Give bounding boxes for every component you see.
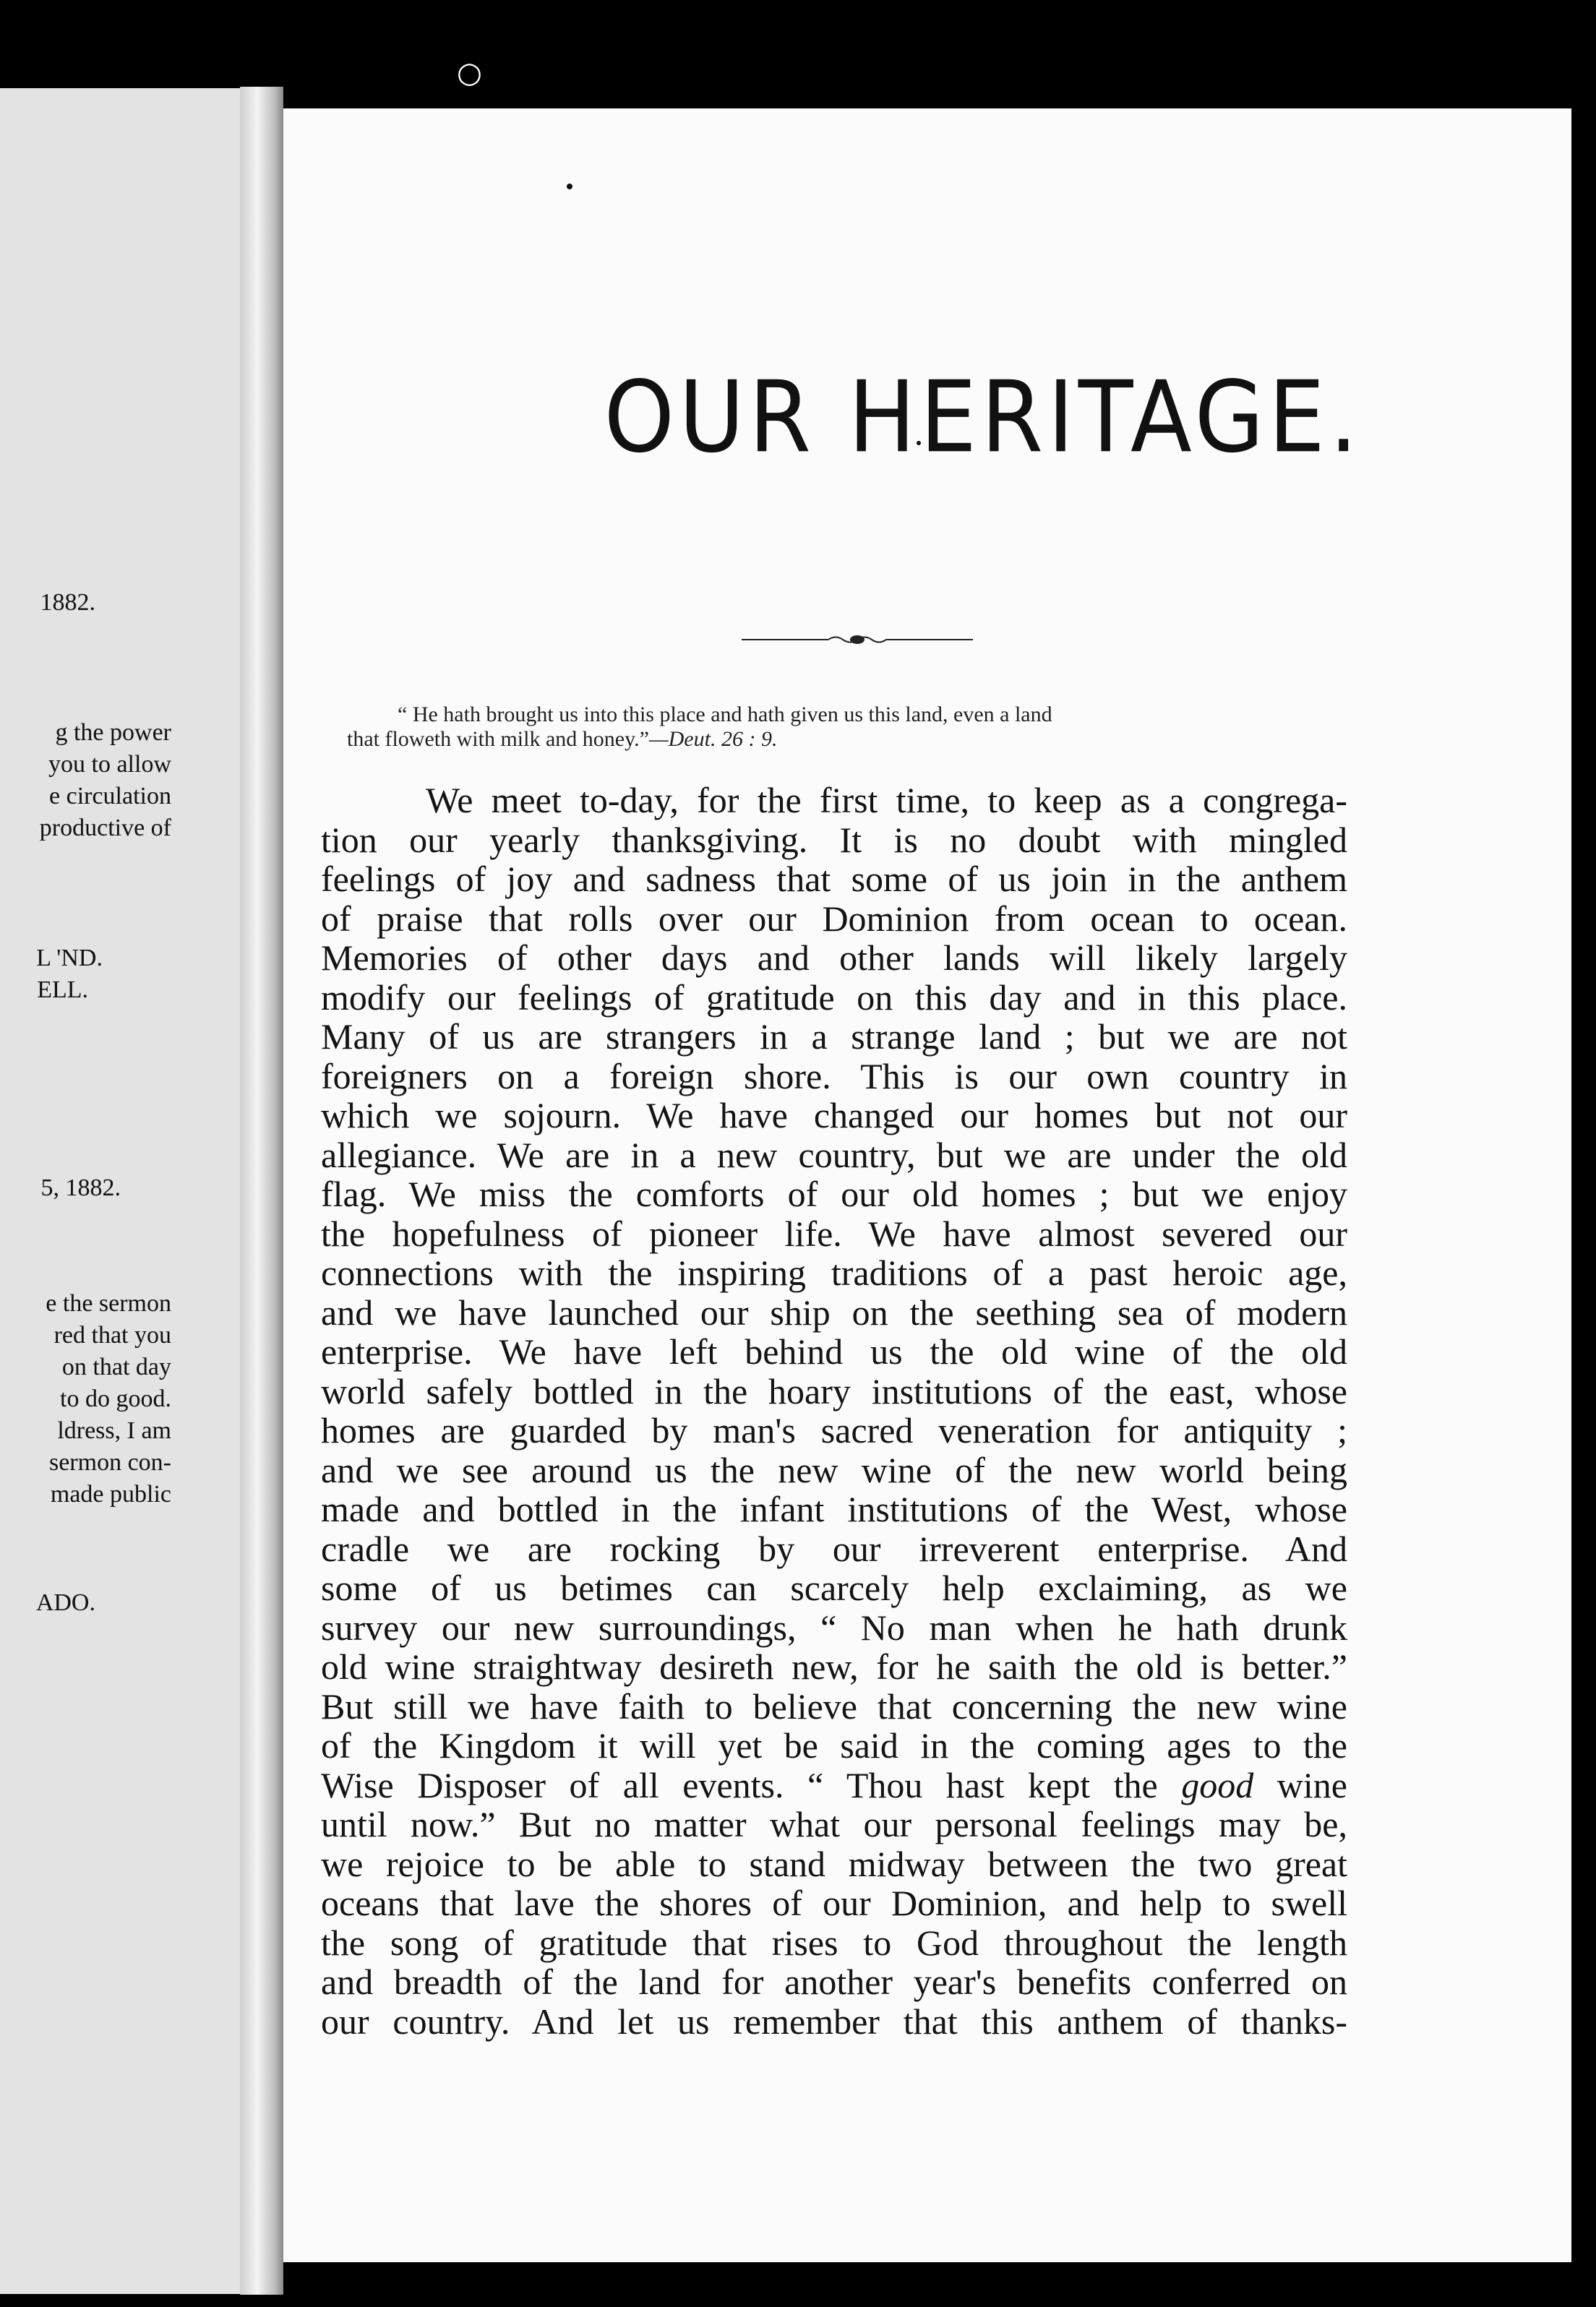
- left-page-line: ELL.: [37, 976, 88, 1003]
- epigraph-reference: —Deut. 26 : 9.: [648, 727, 778, 751]
- body-line: old wine straightway desireth new, for he saith the old is better.”: [321, 1646, 1347, 1687]
- left-page-line: e circulation: [49, 783, 171, 809]
- left-page-line: L 'ND.: [36, 945, 103, 971]
- body-line: and breadth of the land for another year's benefits conferred on: [321, 1962, 1347, 2002]
- body-line: foreigners on a foreign shore. This is our own country in: [321, 1055, 1347, 1096]
- body-line: Many of us are strangers in a strange land ; but we are not: [321, 1016, 1347, 1057]
- body-line: the song of gratitude that rises to God throughout the length: [321, 1922, 1347, 1963]
- left-page-line: 5, 1882.: [40, 1174, 121, 1201]
- left-page-line: productive of: [39, 815, 171, 841]
- body-line: until now.” But no matter what our personal feelings may be,: [321, 1804, 1347, 1844]
- page-title: OUR HERITAGE.: [604, 360, 1363, 476]
- left-page-line: ldress, I am: [57, 1417, 171, 1444]
- body-line: Memories of other days and other lands will likely largely: [321, 937, 1347, 978]
- left-page-line: e the sermon: [46, 1290, 171, 1317]
- body-line: modify our feelings of gratitude on this day and in this place.: [321, 976, 1347, 1018]
- body-line: homes are guarded by man's sacred veneration for antiquity ;: [321, 1410, 1347, 1451]
- title-divider-ornament-icon: [742, 629, 973, 650]
- epigraph-line: [347, 727, 1366, 752]
- body-line: flag. We miss the comforts of our old homes ; but we enjoy: [321, 1174, 1347, 1214]
- body-line: We meet to-day, for the first time, to keep as a congrega-: [426, 780, 1347, 820]
- body-line-end: wine: [1253, 1764, 1347, 1805]
- body-line: allegiance. We are in a new country, but we are under the old: [321, 1134, 1347, 1175]
- body-line-text: Wise Disposer of all events. “ Thou hast kept the: [321, 1764, 1158, 1805]
- speck-mark: [567, 184, 572, 189]
- body-line: made and bottled in the infant institutions of the West, whose: [321, 1489, 1347, 1529]
- body-line: tion our yearly thanksgiving. It is no doubt with mingled: [321, 819, 1347, 860]
- body-line: enterprise. We have left behind us the old wine of the old: [321, 1331, 1347, 1372]
- body-line: and we see around us the new wine of the new world being: [321, 1449, 1347, 1490]
- book-gutter: [240, 87, 283, 2295]
- sermon-body: [321, 781, 1347, 2041]
- epigraph-text: that floweth with milk and honey.”: [347, 727, 649, 751]
- body-line: feelings of joy and sadness that some of us join in the anthem: [321, 859, 1347, 899]
- body-line: connections with the inspiring traditions of a past heroic age,: [321, 1253, 1347, 1293]
- left-page-line: sermon con-: [48, 1449, 171, 1476]
- left-page-line: ADO.: [35, 1589, 95, 1616]
- left-page-line: red that you: [53, 1322, 171, 1349]
- previous-page-fragment: [0, 88, 240, 2294]
- body-line: our country. And let us remember that this anthem of thanks-: [321, 2001, 1347, 2042]
- italic-word: good: [1181, 1764, 1254, 1805]
- body-line: But still we have faith to believe that concerning the new wine: [321, 1685, 1347, 1727]
- body-line: which we sojourn. We have changed our homes but not our: [321, 1095, 1347, 1135]
- body-line-with-italic: [321, 1766, 1347, 1805]
- body-line: of the Kingdom it will yet be said in the coming ages to the: [321, 1725, 1347, 1766]
- epigraph: [347, 703, 1366, 752]
- left-page-line: to do good.: [60, 1386, 171, 1412]
- left-page-line: you to allow: [48, 751, 171, 778]
- body-line: we rejoice to be able to stand midway between the two great: [321, 1843, 1347, 1884]
- body-line: oceans that lave the shores of our Dominion, and help to swell: [321, 1883, 1347, 1923]
- body-line: survey our new surroundings, “ No man when he hath drunk: [321, 1607, 1347, 1648]
- left-page-line: g the power: [55, 719, 171, 746]
- left-page-line: 1882.: [40, 589, 95, 616]
- body-line: cradle we are rocking by our irreverent enterprise. And: [321, 1528, 1347, 1569]
- scan-mark-icon: ○: [457, 56, 482, 90]
- body-line: of praise that rolls over our Dominion from ocean to ocean.: [321, 898, 1347, 939]
- body-line: and we have launched our ship on the seething sea of modern: [321, 1292, 1347, 1333]
- body-line: the hopefulness of pioneer life. We have almost severed our: [321, 1213, 1347, 1254]
- left-page-line: made public: [50, 1481, 171, 1508]
- body-line: world safely bottled in the hoary institutions of the east, whose: [321, 1370, 1347, 1412]
- body-line: some of us betimes can scarcely help exclaiming, as we: [321, 1568, 1347, 1608]
- epigraph-line: “ He hath brought us into this place and hath given us this land, even a land: [398, 703, 1052, 726]
- left-page-line: on that day: [61, 1354, 171, 1380]
